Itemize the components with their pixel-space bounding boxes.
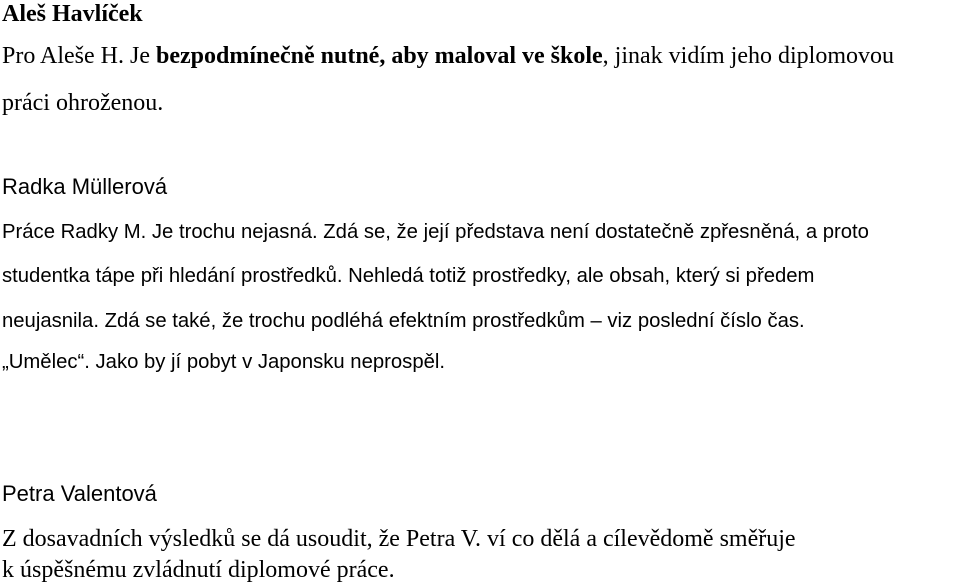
paragraph-radka-line-2: studentka tápe při hledání prostředků. Nehledá totiž prostředky, ale obsah, který si předem bbox=[2, 265, 815, 287]
paragraph-radka-line-1: Práce Radky M. Je trochu nejasná. Zdá se, že její představa není dostatečně zpřesněná, a proto bbox=[2, 221, 869, 243]
paragraph-ales-line-2: práci ohroženou. bbox=[2, 90, 164, 116]
paragraph-petra-line-1: Z dosavadních výsledků se dá usoudit, že Petra V. ví co dělá a cílevědomě směřuje bbox=[2, 526, 796, 552]
heading-petra-valentova: Petra Valentová bbox=[2, 481, 157, 506]
paragraph-ales-line-1 bbox=[2, 44, 894, 68]
ales-text-bold: bezpodmínečně nutné, aby maloval ve škole bbox=[155, 43, 603, 69]
paragraph-petra-line-2: k úspěšnému zvládnutí diplomové práce. bbox=[2, 557, 395, 583]
ales-text-end: , jinak vidím jeho diplomovou bbox=[602, 43, 894, 69]
heading-radka-mullerova: Radka Müllerová bbox=[2, 174, 168, 199]
heading-ales-havlicek: Aleš Havlíček bbox=[2, 1, 143, 27]
ales-text-start: Pro Aleše H. Je bbox=[2, 43, 156, 69]
paragraph-radka-line-4: „Umělec“. Jako by jí pobyt v Japonsku neprospěl. bbox=[2, 351, 446, 373]
paragraph-radka-line-3: neujasnila. Zdá se také, že trochu podléhá efektním prostředkům – viz poslední číslo čas. bbox=[2, 310, 805, 332]
